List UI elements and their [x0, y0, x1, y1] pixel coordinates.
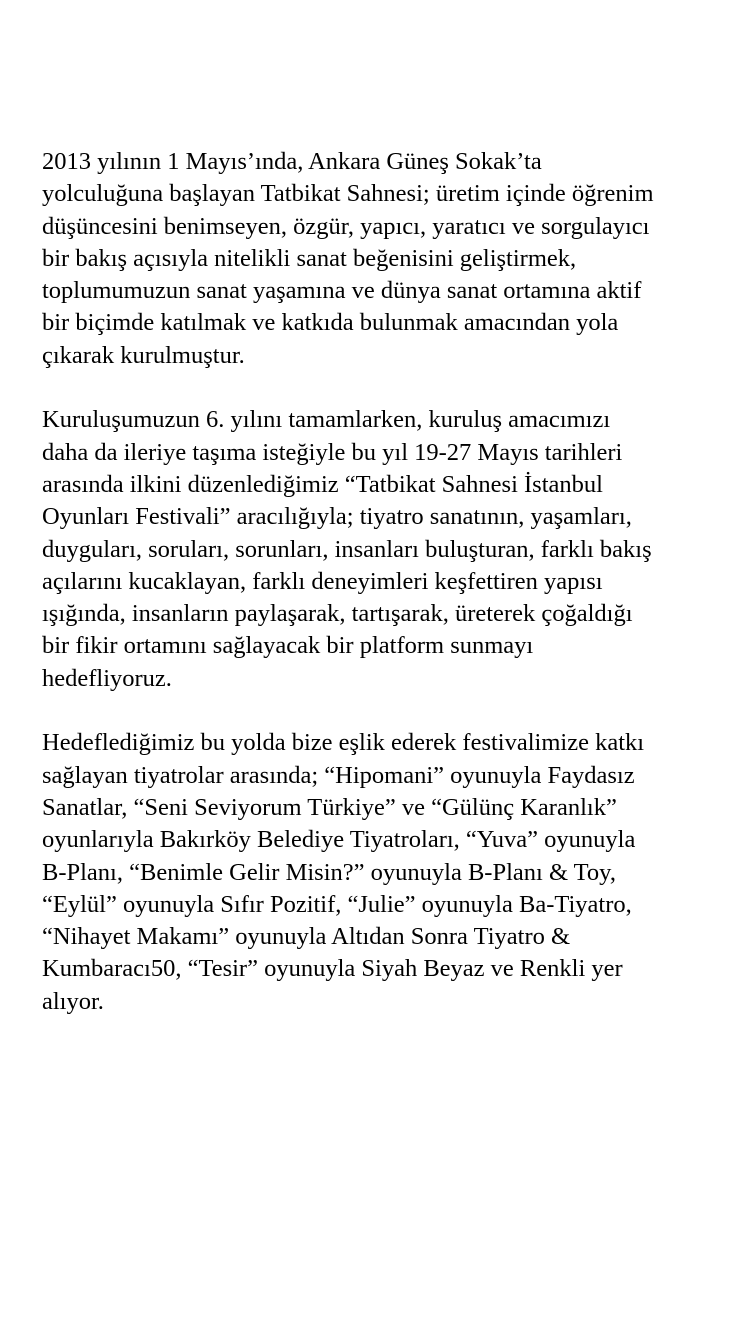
text-line: toplumumuzun sanat yaşamına ve dünya sanat ortamına aktif	[42, 277, 642, 305]
text-line: Hedeflediğimiz bu yolda bize eşlik ederek festivalimize katkı	[42, 729, 645, 757]
text-line: 2013 yılının 1 Mayıs’ında, Ankara Güneş Sokak’ta	[42, 148, 542, 175]
text-line: oyunlarıyla Bakırköy Belediye Tiyatroları, “Yuva” oyunuyla	[42, 826, 636, 854]
document-body	[42, 146, 742, 1050]
text-line: alıyor.	[42, 987, 104, 1015]
text-line: bir bakış açısıyla nitelikli sanat beğenisini geliştirmek,	[42, 244, 577, 272]
text-line: bir fikir ortamını sağlayacak bir platform sunmayı	[42, 632, 534, 660]
text-line: açılarını kucaklayan, farklı deneyimleri keşfettiren yapısı	[42, 567, 603, 595]
text-line: düşüncesini benimseyen, özgür, yapıcı, yaratıcı ve sorgulayıcı	[42, 212, 650, 240]
text-line: hedefliyoruz.	[42, 664, 172, 692]
text-line: ışığında, insanların paylaşarak, tartışarak, üreterek çoğaldığı	[42, 600, 633, 628]
text-line: Kuruluşumuzun 6. yılını tamamlarken, kuruluş amacımızı	[42, 406, 611, 434]
text-line: sağlayan tiyatrolar arasında; “Hipomani” oyunuyla Faydasız	[42, 761, 635, 789]
paragraph-founding	[42, 146, 742, 372]
paragraph-participants	[42, 727, 742, 1018]
text-line: “Nihayet Makamı” oyunuyla Altıdan Sonra Tiyatro &	[42, 923, 571, 951]
text-line: çıkarak kurulmuştur.	[42, 341, 245, 369]
paragraph-festival	[42, 404, 742, 695]
text-line: bir biçimde katılmak ve katkıda bulunmak amacından yola	[42, 309, 619, 337]
text-line: “Eylül” oyunuyla Sıfır Pozitif, “Julie” oyunuyla Ba-Tiyatro,	[42, 890, 632, 918]
text-line: Oyunları Festivali” aracılığıyla; tiyatro sanatının, yaşamları,	[42, 503, 632, 531]
text-line: yolculuğuna başlayan Tatbikat Sahnesi; üretim içinde öğrenim	[42, 180, 654, 208]
text-line: arasında ilkini düzenlediğimiz “Tatbikat Sahnesi İstanbul	[42, 470, 603, 498]
text-line: B-Planı, “Benimle Gelir Misin?” oyunuyla B-Planı & Toy,	[42, 858, 616, 886]
text-line: daha da ileriye taşıma isteğiyle bu yıl 19-27 Mayıs tarihleri	[42, 438, 623, 466]
text-line: Sanatlar, “Seni Seviyorum Türkiye” ve “Gülünç Karanlık”	[42, 793, 617, 821]
text-line: duyguları, soruları, sorunları, insanları buluşturan, farklı bakış	[42, 535, 652, 563]
text-line: Kumbaracı50, “Tesir” oyunuyla Siyah Beyaz ve Renkli yer	[42, 955, 623, 983]
